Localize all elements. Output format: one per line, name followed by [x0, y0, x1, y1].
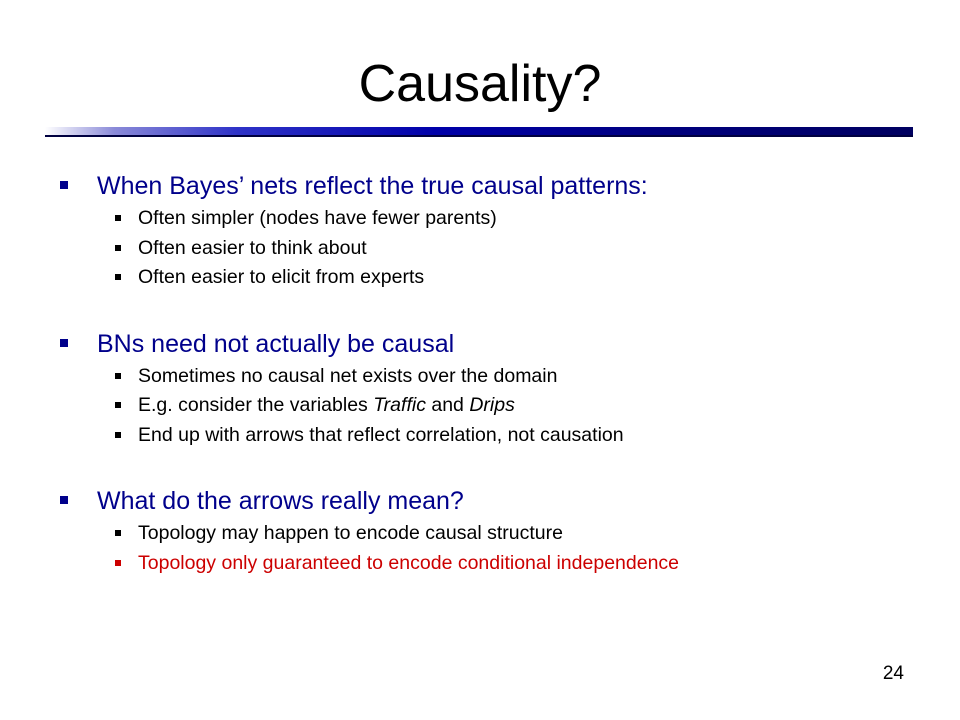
section-1-heading [60, 168, 940, 204]
square-bullet-icon [115, 530, 121, 536]
slide-content [60, 168, 940, 578]
square-bullet-icon [115, 373, 121, 379]
list-item-text: Often easier to think about [138, 236, 367, 259]
list-item-text: Sometimes no causal net exists over the domain [138, 364, 558, 387]
list-item [60, 234, 940, 264]
square-bullet-icon [115, 215, 121, 221]
list-item-text: End up with arrows that reflect correlation, not causation [138, 423, 624, 446]
section-3-heading [60, 483, 940, 519]
section-3-heading-text: What do the arrows really mean? [97, 487, 464, 515]
list-item [60, 362, 940, 392]
variable-drips: Drips [469, 394, 515, 416]
list-item [60, 421, 940, 451]
list-item-text: E.g. consider the variables [138, 394, 374, 416]
square-bullet-icon [115, 432, 121, 438]
section-2-heading-text: BNs need not actually be causal [97, 329, 455, 358]
square-bullet-icon [115, 560, 121, 566]
square-bullet-icon [60, 181, 68, 189]
list-item [60, 204, 940, 234]
square-bullet-icon [60, 496, 68, 504]
variable-traffic: Traffic [373, 394, 426, 416]
list-item [60, 391, 940, 421]
list-item-text: Often easier to elicit from experts [138, 266, 425, 288]
section-1-heading-text: When Bayes’ nets reflect the true causal patterns: [97, 172, 648, 200]
page-number: 24 [882, 663, 904, 684]
title-underline [45, 127, 913, 137]
list-item-text: and [425, 394, 470, 416]
list-item-text: Topology only guaranteed to encode conditional independence [138, 551, 680, 574]
square-bullet-icon [60, 339, 68, 347]
section-2-heading [60, 326, 940, 362]
square-bullet-icon [115, 402, 121, 408]
list-item [60, 263, 940, 293]
list-item-highlighted [60, 549, 940, 579]
list-item-text: Often simpler (nodes have fewer parents) [138, 207, 497, 229]
slide-title: Causality? [358, 55, 602, 113]
square-bullet-icon [115, 245, 121, 251]
list-item-text: Topology may happen to encode causal structure [138, 522, 563, 544]
list-item [60, 519, 940, 549]
square-bullet-icon [115, 274, 121, 280]
